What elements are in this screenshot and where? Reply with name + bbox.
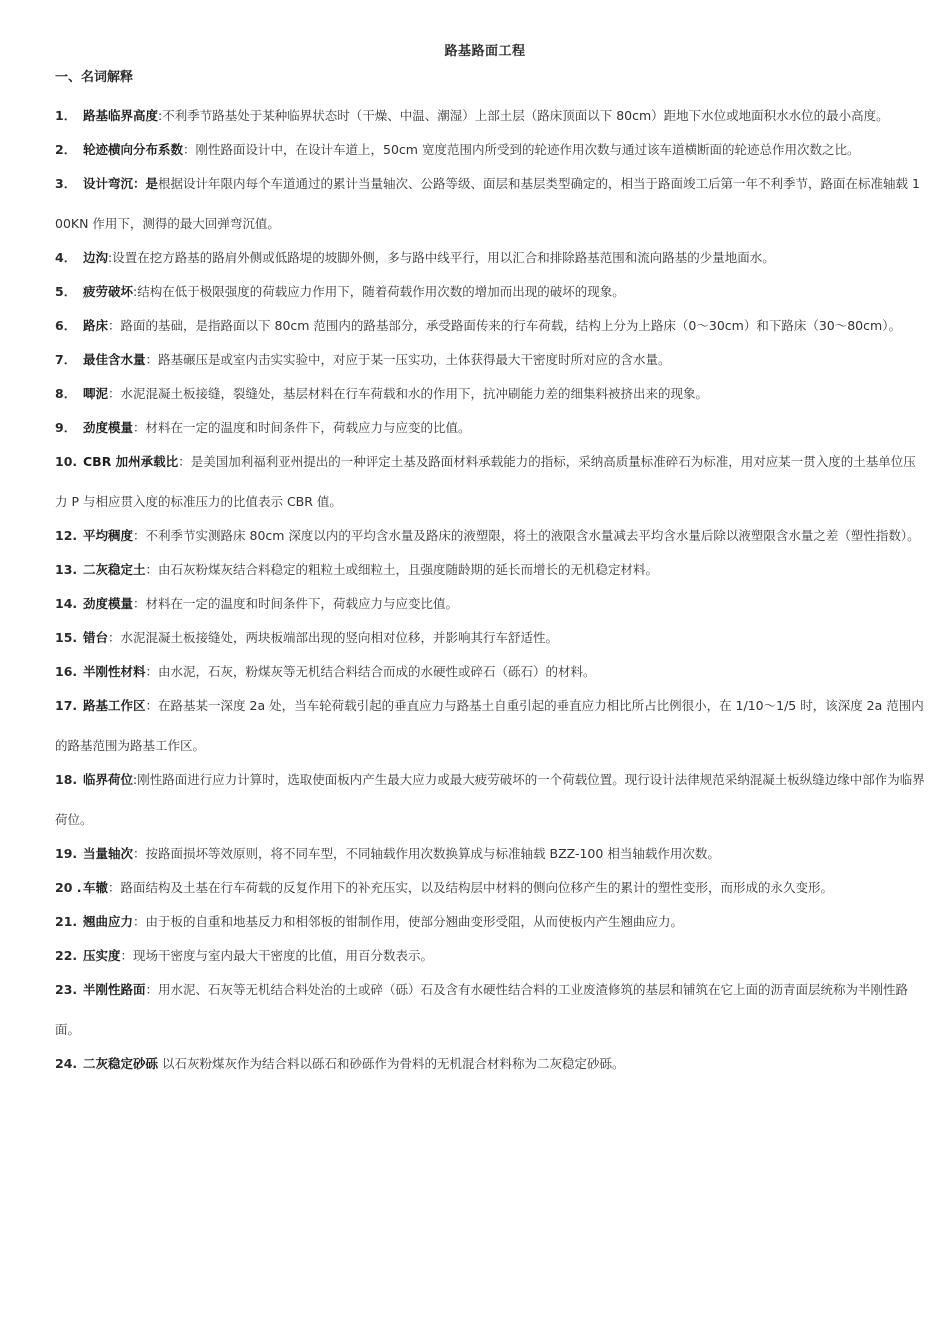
item-term: 边沟	[83, 250, 109, 265]
item-definition: ：按路面损坏等效原则，将不同车型，不同轴载作用次数换算成与标准轴载 BZZ-100 相当轴载作用次数。	[133, 846, 720, 861]
item-term: 设计弯沉：是	[83, 176, 159, 191]
item-number: 14.	[55, 596, 78, 611]
item-term: 路基临界高度	[83, 108, 159, 123]
item-term: 最佳含水量	[83, 352, 146, 367]
item-definition: ：路面的基础，是指路面以下 80cm 范围内的路基部分，承受路面传来的行车荷载，结构上分为上路床（0～30cm）和下路床（30～80cm）。	[108, 318, 901, 333]
item-number: 15.	[55, 630, 78, 645]
item-number: 17.	[55, 698, 78, 713]
list-item	[55, 442, 925, 522]
section-heading: 一、名词解释	[55, 70, 134, 85]
item-number: 9．	[55, 420, 77, 435]
item-term: 翘曲应力	[83, 914, 134, 929]
item-number: 12.	[55, 528, 78, 543]
item-definition: ：由水泥，石灰，粉煤灰等无机结合料结合而成的水硬性或碎石（砾石）的材料。	[145, 664, 596, 679]
item-definition: ：路面结构及土基在行车荷载的反复作用下的补充压实，以及结构层中材料的侧向位移产生的累计的塑性变形，而形成的永久变形。	[108, 880, 834, 895]
item-definition: ：材料在一定的温度和时间条件下，荷载应力与应变的比值。	[133, 420, 471, 435]
list-item	[55, 164, 925, 244]
item-term: 临界荷位	[83, 772, 134, 787]
item-number: 3．	[55, 176, 77, 191]
item-term: 半刚性材料	[83, 664, 146, 679]
item-number: 22.	[55, 948, 78, 963]
item-definition: :刚性路面进行应力计算时，选取使面板内产生最大应力或最大疲劳破坏的一个荷载位置。现行设计法律规范采纳混凝土板纵缝边缘中部作为临界荷位。	[55, 772, 925, 827]
item-term: 唧泥	[83, 386, 109, 401]
item-number: 16.	[55, 664, 78, 679]
item-term: 轮迹横向分布系数	[83, 142, 184, 157]
item-term: 二灰稳定土	[83, 562, 146, 577]
list-item	[55, 970, 925, 1050]
item-definition: ：水泥混凝土板接缝处，两块板端部出现的竖向相对位移，并影响其行车舒适性。	[108, 630, 559, 645]
item-term: 劲度模量	[83, 596, 134, 611]
item-term: 路床	[83, 318, 109, 333]
list-item	[55, 760, 925, 840]
item-term: 当量轴次	[83, 846, 134, 861]
document-title: 路基路面工程	[444, 44, 526, 59]
item-term: 二灰稳定砂砾	[83, 1056, 159, 1071]
item-number: 5．	[55, 284, 77, 299]
item-definition: ：刚性路面设计中，在设计车道上，50cm 宽度范围内所受到的轮迹作用次数与通过该车道横断面的轮迹总作用次数之比。	[183, 142, 860, 157]
item-number: 1．	[55, 108, 77, 123]
item-definition: ：材料在一定的温度和时间条件下，荷载应力与应变比值。	[133, 596, 459, 611]
definition-list	[55, 96, 925, 1078]
item-definition: ：在路基某一深度 2a 处，当车轮荷载引起的垂直应力与路基土自重引起的垂直应力相比所占比例很小，在 1/10～1/5 时，该深度 2a 范围内的路基范围为路基工作区。	[55, 698, 924, 753]
item-number: 10.	[55, 454, 78, 469]
item-term: 错台	[83, 630, 109, 645]
item-definition: :不利季节路基处于某种临界状态时（干燥、中温、潮湿）上部土层（路床顶面以下 80cm）距地下水位或地面积水水位的最小高度。	[158, 108, 889, 123]
item-definition: :结构在低于极限强度的荷载应力作用下，随着荷载作用次数的增加而出现的破坏的现象。	[133, 284, 625, 299]
item-definition: ：由于板的自重和地基反力和相邻板的钳制作用，使部分翘曲变形受阻，从而使板内产生翘曲应力。	[133, 914, 684, 929]
item-definition: ：不利季节实测路床 80cm 深度以内的平均含水量及路床的液塑限，将土的液限含水量减去平均含水量后除以液塑限含水量之差（塑性指数）。	[133, 528, 920, 543]
item-definition: :设置在挖方路基的路肩外侧或低路堤的坡脚外侧，多与路中线平行，用以汇合和排除路基范围和流向路基的少量地面水。	[108, 250, 775, 265]
list-item	[55, 1044, 925, 1084]
item-number: 7．	[55, 352, 77, 367]
item-number: 6．	[55, 318, 77, 333]
item-definition: ：路基碾压是或室内击实实验中，对应于某一压实功，土体获得最大干密度时所对应的含水量。	[145, 352, 671, 367]
item-definition: ：水泥混凝土板接缝，裂缝处，基层材料在行车荷载和水的作用下，抗冲刷能力差的细集料被挤出来的现象。	[108, 386, 709, 401]
item-term: 路基工作区	[83, 698, 146, 713]
item-definition: ：由石灰粉煤灰结合料稳定的粗粒土或细粒土，且强度随龄期的延长而增长的无机稳定材料。	[145, 562, 659, 577]
item-number: 23.	[55, 982, 78, 997]
item-number: 8．	[55, 386, 77, 401]
item-number: 24.	[55, 1056, 78, 1071]
item-number: 19.	[55, 846, 78, 861]
item-term: CBR 加州承载比	[83, 454, 179, 469]
item-definition: 根据设计年限内每个车道通过的累计当量轴次、公路等级、面层和基层类型确定的，相当于路面竣工后第一年不利季节，路面在标准轴载 100KN 作用下，测得的最大回弹弯沉值。	[55, 176, 920, 231]
item-definition: ：是美国加利福利亚州提出的一种评定土基及路面材料承载能力的指标，采纳高质量标准碎石为标准，用对应某一贯入度的土基单位压力 P 与相应贯入度的标准压力的比值表示 CBR 值。	[55, 454, 916, 509]
item-definition: ：现场干密度与室内最大干密度的比值，用百分数表示。	[120, 948, 434, 963]
item-number: 21.	[55, 914, 78, 929]
list-item	[55, 686, 925, 766]
item-number: 20 .	[55, 880, 82, 895]
item-definition: 以石灰粉煤灰作为结合料以砾石和砂砾作为骨料的无机混合材料称为二灰稳定砂砾。	[158, 1056, 625, 1071]
item-number: 13.	[55, 562, 78, 577]
item-definition: ：用水泥、石灰等无机结合料处治的土或碎（砾）石及含有水硬性结合料的工业废渣修筑的基层和铺筑在它上面的沥青面层统称为半刚性路面。	[55, 982, 909, 1037]
item-number: 18.	[55, 772, 78, 787]
item-number: 2．	[55, 142, 77, 157]
item-term: 疲劳破坏	[83, 284, 134, 299]
item-term: 劲度模量	[83, 420, 134, 435]
item-term: 平均稠度	[83, 528, 134, 543]
item-term: 压实度	[83, 948, 121, 963]
item-term: 半刚性路面	[83, 982, 146, 997]
item-number: 4．	[55, 250, 77, 265]
item-term: 车辙	[83, 880, 109, 895]
